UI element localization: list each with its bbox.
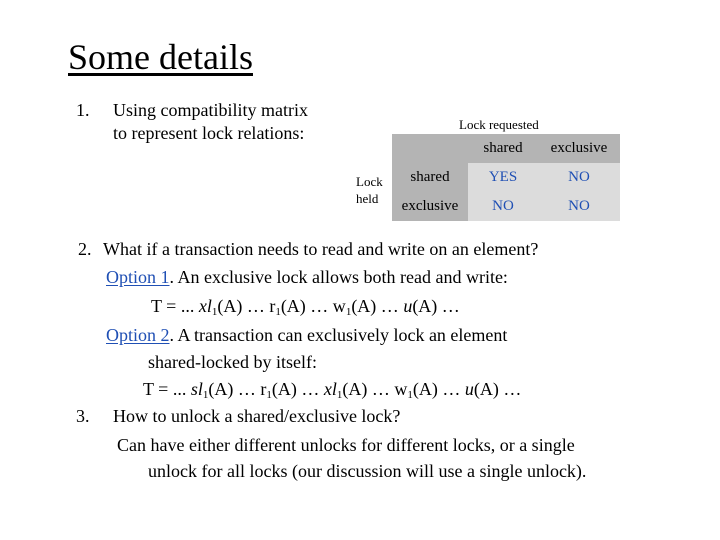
- option-2-link[interactable]: Option 2: [106, 325, 170, 345]
- formula-2-u: u: [464, 379, 474, 399]
- item-3-line-1: Can have either different unlocks for different locks, or a single: [117, 435, 575, 455]
- matrix-cell-exclusive-shared: NO: [468, 192, 538, 221]
- lock-requested-label: Lock requested: [459, 117, 539, 132]
- option-2-text: . A transaction can exclusively lock an element: [169, 325, 508, 345]
- matrix-cell-shared-exclusive: NO: [538, 163, 620, 192]
- item-3-number: 3.: [76, 406, 90, 426]
- option-2-line-2: shared-locked by itself:: [148, 352, 317, 372]
- slide-title: Some details: [68, 37, 253, 77]
- formula-1-sub-c: 1: [345, 306, 352, 318]
- formula-2-p1: (A) … r: [208, 379, 267, 399]
- formula-1-p2: (A) … w: [280, 296, 346, 316]
- formula-2-sub-a: 1: [202, 389, 209, 401]
- formula-1-p3: (A) …: [351, 296, 404, 316]
- formula-2-p5: (A) …: [473, 379, 522, 399]
- item-1-line-2: to represent lock relations:: [113, 123, 305, 143]
- formula-1-xl: xl: [198, 296, 212, 316]
- formula-1-prefix: T = ...: [151, 296, 199, 316]
- formula-1-p1: (A) … r: [217, 296, 276, 316]
- formula-1-sub-b: 1: [275, 306, 281, 318]
- option-1-line: [106, 267, 508, 288]
- formula-2-xl: xl: [323, 379, 337, 399]
- matrix-cell-exclusive-exclusive: NO: [538, 192, 620, 221]
- matrix-header-exclusive: exclusive: [538, 134, 620, 163]
- formula-2-sub-c: 1: [336, 389, 343, 401]
- formula-1: [151, 296, 460, 317]
- matrix-header-shared: shared: [468, 134, 538, 163]
- lock-held-label-line-1: Lock: [356, 174, 383, 189]
- matrix-row-label-shared: shared: [392, 163, 468, 192]
- formula-2-p4: (A) …: [412, 379, 465, 399]
- formula-1-p4: (A) …: [412, 296, 460, 316]
- item-2-number: 2.: [78, 239, 92, 259]
- item-1-number: 1.: [76, 100, 90, 120]
- option-2-line: [106, 325, 507, 346]
- option-1-text: . An exclusive lock allows both read and write:: [169, 267, 508, 287]
- option-1-link[interactable]: Option 1: [106, 267, 170, 287]
- formula-1-sub-a: 1: [211, 306, 218, 318]
- lock-held-label-line-2: held: [356, 191, 379, 206]
- item-2-question: What if a transaction needs to read and write on an element?: [103, 239, 539, 259]
- formula-2-prefix: T = ...: [143, 379, 191, 399]
- item-1-line-1: Using compatibility matrix: [113, 100, 308, 120]
- formula-2-p3: (A) … w: [342, 379, 408, 399]
- matrix-cell-shared-shared: YES: [468, 163, 538, 192]
- matrix-corner-cell: [392, 134, 468, 163]
- formula-1-u: u: [403, 296, 413, 316]
- item-3-line-2: unlock for all locks (our discussion will use a single unlock).: [148, 461, 587, 481]
- formula-2: [143, 379, 521, 400]
- formula-2-p2: (A) …: [271, 379, 324, 399]
- matrix-row-label-exclusive: exclusive: [392, 192, 468, 221]
- formula-2-sl: sl: [190, 379, 203, 399]
- formula-2-sub-d: 1: [407, 389, 413, 401]
- item-3-question: How to unlock a shared/exclusive lock?: [113, 406, 401, 426]
- formula-2-sub-b: 1: [266, 389, 272, 401]
